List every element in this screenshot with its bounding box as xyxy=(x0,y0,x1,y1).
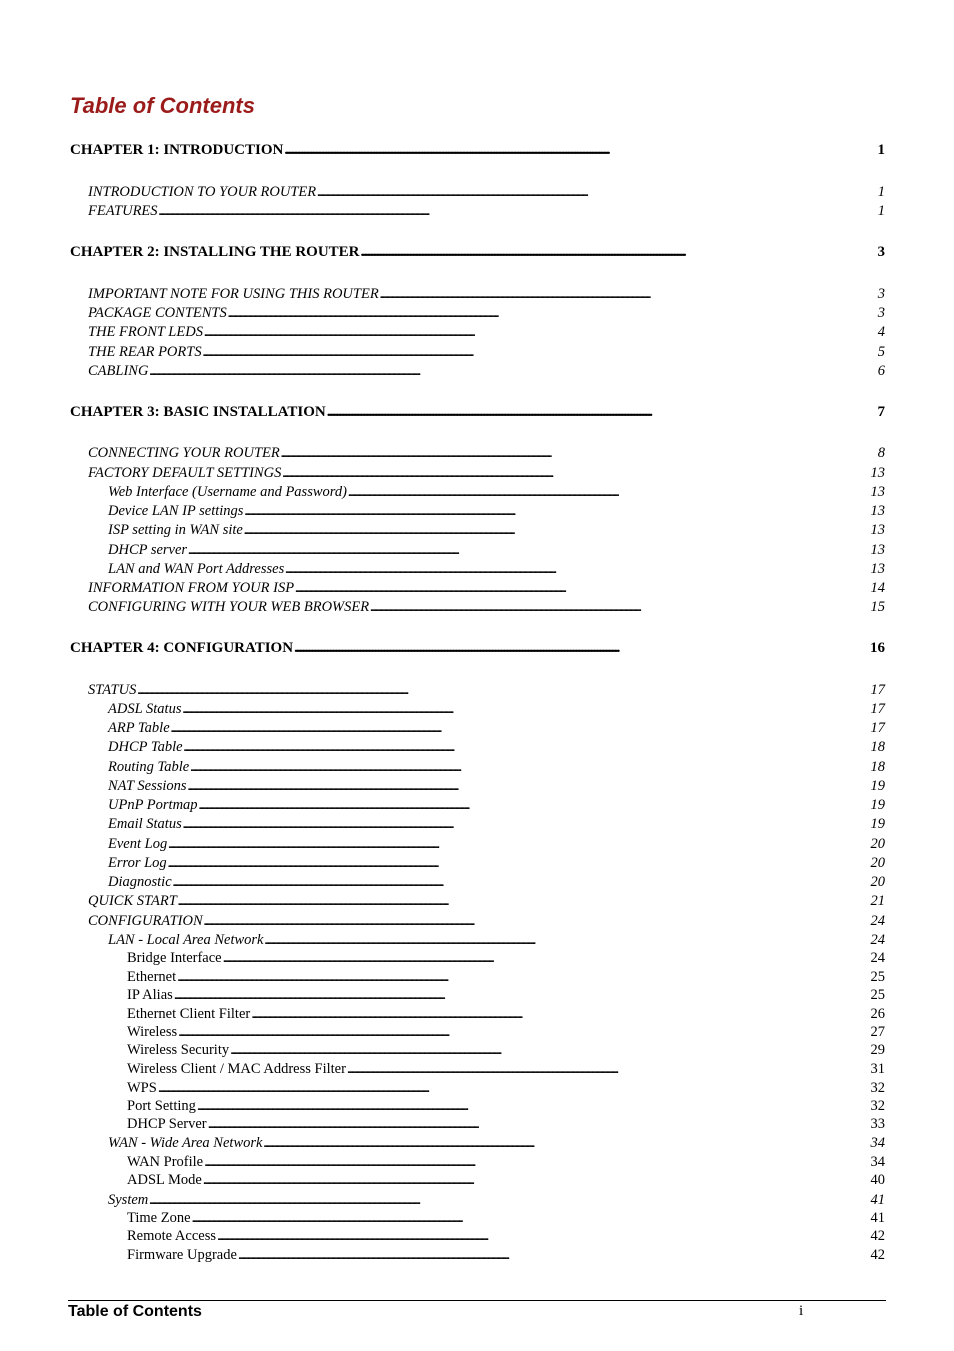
toc-entry[interactable] xyxy=(70,142,885,162)
toc-entry[interactable] xyxy=(108,778,885,797)
toc-entry-page-number: 15 xyxy=(870,599,885,615)
toc-entry-label: Error Log xyxy=(108,855,167,871)
toc-leader-dots xyxy=(188,542,869,559)
toc-entry-label: Ethernet Client Filter xyxy=(127,1006,251,1022)
toc-leader-dots xyxy=(208,1116,870,1133)
toc-entry[interactable] xyxy=(108,484,885,503)
toc-entry-page-number: 6 xyxy=(877,363,885,379)
toc-leader-dots xyxy=(178,893,870,910)
toc-entry-label: Firmware Upgrade xyxy=(127,1247,237,1263)
toc-entry-label: DHCP Table xyxy=(108,739,183,755)
toc-entry-label: ADSL Status xyxy=(108,701,182,717)
toc-entry[interactable] xyxy=(127,1024,885,1042)
toc-entry-label: Wireless xyxy=(127,1024,178,1040)
toc-entry-page-number: 18 xyxy=(870,759,885,775)
toc-entry-label: Time Zone xyxy=(127,1210,191,1226)
toc-entry[interactable] xyxy=(88,599,885,618)
toc-entry[interactable] xyxy=(127,1080,885,1098)
toc-leader-dots xyxy=(174,987,870,1004)
toc-entry-label: Device LAN IP settings xyxy=(108,503,244,519)
toc-entry[interactable] xyxy=(108,701,885,720)
toc-entry-page-number: 7 xyxy=(877,404,885,420)
toc-leader-dots xyxy=(168,836,869,853)
toc-entry[interactable] xyxy=(108,522,885,541)
toc-entry[interactable] xyxy=(127,1116,885,1134)
toc-leader-dots xyxy=(295,580,869,597)
toc-entry-label: ARP Table xyxy=(108,720,170,736)
toc-entry[interactable] xyxy=(127,1154,885,1172)
toc-leader-dots xyxy=(230,1042,869,1059)
toc-entry[interactable] xyxy=(108,874,885,893)
toc-entry-label: Routing Table xyxy=(108,759,190,775)
toc-leader-dots xyxy=(190,759,869,776)
toc-entry[interactable] xyxy=(127,969,885,987)
toc-entry-label: ISP setting in WAN site xyxy=(108,522,243,538)
toc-entry-label: Ethernet xyxy=(127,969,177,985)
toc-entry[interactable] xyxy=(88,344,885,363)
toc-entry-page-number: 34 xyxy=(870,1154,885,1170)
toc-entry-page-number: 24 xyxy=(870,913,885,929)
toc-entry-page-number: 13 xyxy=(870,465,885,481)
toc-entry[interactable] xyxy=(108,855,885,874)
toc-leader-dots xyxy=(282,465,869,482)
toc-entry-label: CONFIGURATION xyxy=(88,913,203,929)
toc-entry-page-number: 32 xyxy=(870,1080,885,1096)
toc-entry-label: THE FRONT LEDS xyxy=(88,324,203,340)
toc-entry-label: CHAPTER 4: CONFIGURATION xyxy=(70,640,294,656)
toc-entry[interactable] xyxy=(127,1247,885,1265)
toc-entry-page-number: 4 xyxy=(877,324,885,340)
toc-entry[interactable] xyxy=(88,203,885,222)
toc-leader-dots xyxy=(182,701,869,718)
toc-leader-dots xyxy=(173,874,870,891)
toc-entry-label: System xyxy=(108,1192,149,1208)
toc-entry-label: Wireless Client / MAC Address Filter xyxy=(127,1061,346,1077)
toc-entry-page-number: 41 xyxy=(870,1192,885,1208)
toc-entry-label: QUICK START xyxy=(88,893,177,909)
toc-leader-dots xyxy=(199,797,870,814)
toc-entry-label: IP Alias xyxy=(127,987,173,1003)
toc-leader-dots xyxy=(223,950,870,967)
toc-entry-page-number: 27 xyxy=(870,1024,885,1040)
toc-entry-page-number: 3 xyxy=(877,244,885,260)
toc-entry-label: WAN Profile xyxy=(127,1154,204,1170)
toc-entry[interactable] xyxy=(88,893,885,912)
toc-entry-page-number: 13 xyxy=(870,484,885,500)
toc-entry-page-number: 13 xyxy=(870,503,885,519)
toc-entry[interactable] xyxy=(127,950,885,968)
toc-entry-page-number: 20 xyxy=(870,855,885,871)
toc-leader-dots xyxy=(158,1080,870,1097)
toc-entry-page-number: 17 xyxy=(870,682,885,698)
toc-entry[interactable] xyxy=(88,324,885,343)
toc-entry-page-number: 17 xyxy=(870,720,885,736)
toc-entry[interactable] xyxy=(127,1098,885,1116)
toc-entry-page-number: 13 xyxy=(870,522,885,538)
toc-leader-dots xyxy=(347,1061,870,1078)
toc-leader-dots xyxy=(184,739,870,756)
toc-leader-dots xyxy=(263,1135,869,1152)
toc-leader-dots xyxy=(177,969,869,986)
toc-leader-dots xyxy=(204,324,877,341)
toc-leader-dots xyxy=(183,816,870,833)
toc-entry[interactable] xyxy=(127,987,885,1005)
toc-entry[interactable] xyxy=(108,759,885,778)
toc-entry[interactable] xyxy=(108,836,885,855)
toc-entry-label: Event Log xyxy=(108,836,168,852)
toc-entry-page-number: 5 xyxy=(877,344,885,360)
toc-entry[interactable] xyxy=(88,682,885,701)
toc-entry-page-number: 19 xyxy=(870,778,885,794)
toc-entry-page-number: 1 xyxy=(877,203,885,219)
toc-entry[interactable] xyxy=(108,739,885,758)
toc-entry[interactable] xyxy=(127,1042,885,1060)
toc-entry-page-number: 18 xyxy=(870,739,885,755)
toc-entry-page-number: 42 xyxy=(870,1247,885,1263)
toc-entry-label: CONNECTING YOUR ROUTER xyxy=(88,445,280,461)
toc-leader-dots xyxy=(244,522,870,539)
toc-entry-page-number: 3 xyxy=(877,305,885,321)
toc-entry-label: WPS xyxy=(127,1080,157,1096)
toc-entry[interactable] xyxy=(70,244,885,264)
toc-entry-page-number: 29 xyxy=(870,1042,885,1058)
toc-leader-dots xyxy=(137,682,869,699)
toc-entry-page-number: 16 xyxy=(870,640,885,656)
toc-leader-dots xyxy=(244,503,869,520)
toc-leader-dots xyxy=(168,855,870,872)
toc-entry[interactable] xyxy=(70,640,885,660)
toc-entry[interactable] xyxy=(88,363,885,382)
toc-leader-dots xyxy=(281,445,877,462)
toc-entry-label: PACKAGE CONTENTS xyxy=(88,305,227,321)
toc-entry[interactable] xyxy=(108,561,885,580)
footer-title: Table of Contents xyxy=(68,1303,202,1320)
toc-leader-dots xyxy=(149,363,876,380)
toc-entry-page-number: 34 xyxy=(870,1135,885,1151)
toc-leader-dots xyxy=(188,778,870,795)
toc-entry[interactable] xyxy=(127,1228,885,1246)
toc-entry-page-number: 20 xyxy=(870,836,885,852)
toc-entry-label: Wireless Security xyxy=(127,1042,230,1058)
toc-entry[interactable] xyxy=(108,797,885,816)
toc-entry-label: Web Interface (Username and Password) xyxy=(108,484,347,500)
toc-leader-dots xyxy=(238,1247,870,1264)
toc-entry-label: CONFIGURING WITH YOUR WEB BROWSER xyxy=(88,599,370,615)
toc-entry[interactable] xyxy=(70,404,885,424)
toc-entry-page-number: 32 xyxy=(870,1098,885,1114)
toc-leader-dots xyxy=(197,1098,870,1115)
toc-leader-dots xyxy=(348,484,870,501)
toc-entry[interactable] xyxy=(127,1061,885,1079)
toc-entry[interactable] xyxy=(88,445,885,464)
toc-leader-dots xyxy=(317,184,877,201)
toc-entry[interactable] xyxy=(88,286,885,305)
toc-leader-dots xyxy=(284,142,876,159)
toc-entry-page-number: 17 xyxy=(870,701,885,717)
toc-entry-label: INTRODUCTION TO YOUR ROUTER xyxy=(88,184,317,200)
toc-entry-label: CHAPTER 2: INSTALLING THE ROUTER xyxy=(70,244,360,260)
toc-entry-label: Port Setting xyxy=(127,1098,196,1114)
toc-entry[interactable] xyxy=(127,1172,885,1190)
toc-leader-dots xyxy=(361,244,877,261)
toc-entry-label: THE REAR PORTS xyxy=(88,344,202,360)
toc-entry-label: FEATURES xyxy=(88,203,158,219)
toc-entry-page-number: 19 xyxy=(870,797,885,813)
toc-entry[interactable] xyxy=(127,1210,885,1228)
toc-leader-dots xyxy=(370,599,869,616)
toc-leader-dots xyxy=(327,404,877,421)
toc-entry[interactable] xyxy=(108,1192,885,1211)
toc-entry-page-number: 1 xyxy=(877,184,885,200)
toc-entry-page-number: 3 xyxy=(877,286,885,302)
toc-leader-dots xyxy=(149,1192,869,1209)
toc-entry-label: WAN - Wide Area Network xyxy=(108,1135,263,1151)
toc-entry-label: IMPORTANT NOTE FOR USING THIS ROUTER xyxy=(88,286,379,302)
toc-entry-label: STATUS xyxy=(88,682,137,698)
toc-entry-label: LAN - Local Area Network xyxy=(108,932,264,948)
toc-entry[interactable] xyxy=(108,816,885,835)
toc-leader-dots xyxy=(294,640,869,657)
toc-entry-page-number: 42 xyxy=(870,1228,885,1244)
toc-entry-page-number: 24 xyxy=(870,950,885,966)
toc-entry[interactable] xyxy=(88,305,885,324)
toc-entry-page-number: 31 xyxy=(870,1061,885,1077)
toc-leader-dots xyxy=(217,1228,870,1245)
toc-entry[interactable] xyxy=(108,542,885,561)
toc-leader-dots xyxy=(203,344,877,361)
toc-entry-page-number: 8 xyxy=(877,445,885,461)
toc-entry[interactable] xyxy=(108,503,885,522)
toc-entry-page-number: 1 xyxy=(877,142,885,158)
toc-entry-page-number: 25 xyxy=(870,969,885,985)
toc-leader-dots xyxy=(178,1024,869,1041)
toc-entry-page-number: 41 xyxy=(870,1210,885,1226)
toc-entry-page-number: 20 xyxy=(870,874,885,890)
toc-entry-label: LAN and WAN Port Addresses xyxy=(108,561,285,577)
toc-entry-label: INFORMATION FROM YOUR ISP xyxy=(88,580,295,596)
toc-entry-label: FACTORY DEFAULT SETTINGS xyxy=(88,465,282,481)
toc-entry-page-number: 33 xyxy=(870,1116,885,1132)
footer-divider xyxy=(68,1300,886,1301)
toc-entry-label: Diagnostic xyxy=(108,874,172,890)
toc-entry-label: ADSL Mode xyxy=(127,1172,202,1188)
toc-entry-label: DHCP Server xyxy=(127,1116,207,1132)
toc-entry-page-number: 40 xyxy=(870,1172,885,1188)
toc-entry[interactable] xyxy=(88,465,885,484)
toc-leader-dots xyxy=(251,1006,869,1023)
toc-leader-dots xyxy=(264,932,869,949)
toc-entry[interactable] xyxy=(88,184,885,203)
toc-entry-page-number: 25 xyxy=(870,987,885,1003)
toc-entry[interactable] xyxy=(108,932,885,951)
footer-page-number: i xyxy=(799,1303,804,1319)
toc-leader-dots xyxy=(203,1172,870,1189)
toc-entry-label: CHAPTER 3: BASIC INSTALLATION xyxy=(70,404,326,420)
toc-entry[interactable] xyxy=(88,913,885,932)
toc-entry-label: Bridge Interface xyxy=(127,950,222,966)
toc-entry[interactable] xyxy=(108,720,885,739)
toc-entry[interactable] xyxy=(88,580,885,599)
page-title: Table of Contents xyxy=(70,93,255,118)
toc-entry-label: Remote Access xyxy=(127,1228,216,1244)
toc-leader-dots xyxy=(228,305,877,322)
toc-leader-dots xyxy=(285,561,869,578)
toc-entry-page-number: 19 xyxy=(870,816,885,832)
toc-entry-page-number: 21 xyxy=(870,893,885,909)
toc-leader-dots xyxy=(159,203,877,220)
toc-leader-dots xyxy=(204,913,870,930)
toc-leader-dots xyxy=(171,720,870,737)
toc-leader-dots xyxy=(380,286,877,303)
toc-entry-page-number: 26 xyxy=(870,1006,885,1022)
toc-entry-page-number: 13 xyxy=(870,561,885,577)
toc-entry-page-number: 24 xyxy=(870,932,885,948)
toc-entry-label: NAT Sessions xyxy=(108,778,187,794)
toc-entry-label: Email Status xyxy=(108,816,182,832)
toc-leader-dots xyxy=(204,1154,869,1171)
toc-entry-label: UPnP Portmap xyxy=(108,797,198,813)
toc-entry[interactable] xyxy=(108,1135,885,1154)
toc-entry-label: CABLING xyxy=(88,363,149,379)
toc-entry-page-number: 13 xyxy=(870,542,885,558)
toc-entry-label: CHAPTER 1: INTRODUCTION xyxy=(70,142,284,158)
toc-leader-dots xyxy=(192,1210,870,1227)
toc-entry-page-number: 14 xyxy=(870,580,885,596)
toc-entry-label: DHCP server xyxy=(108,542,188,558)
toc-entry[interactable] xyxy=(127,1006,885,1024)
